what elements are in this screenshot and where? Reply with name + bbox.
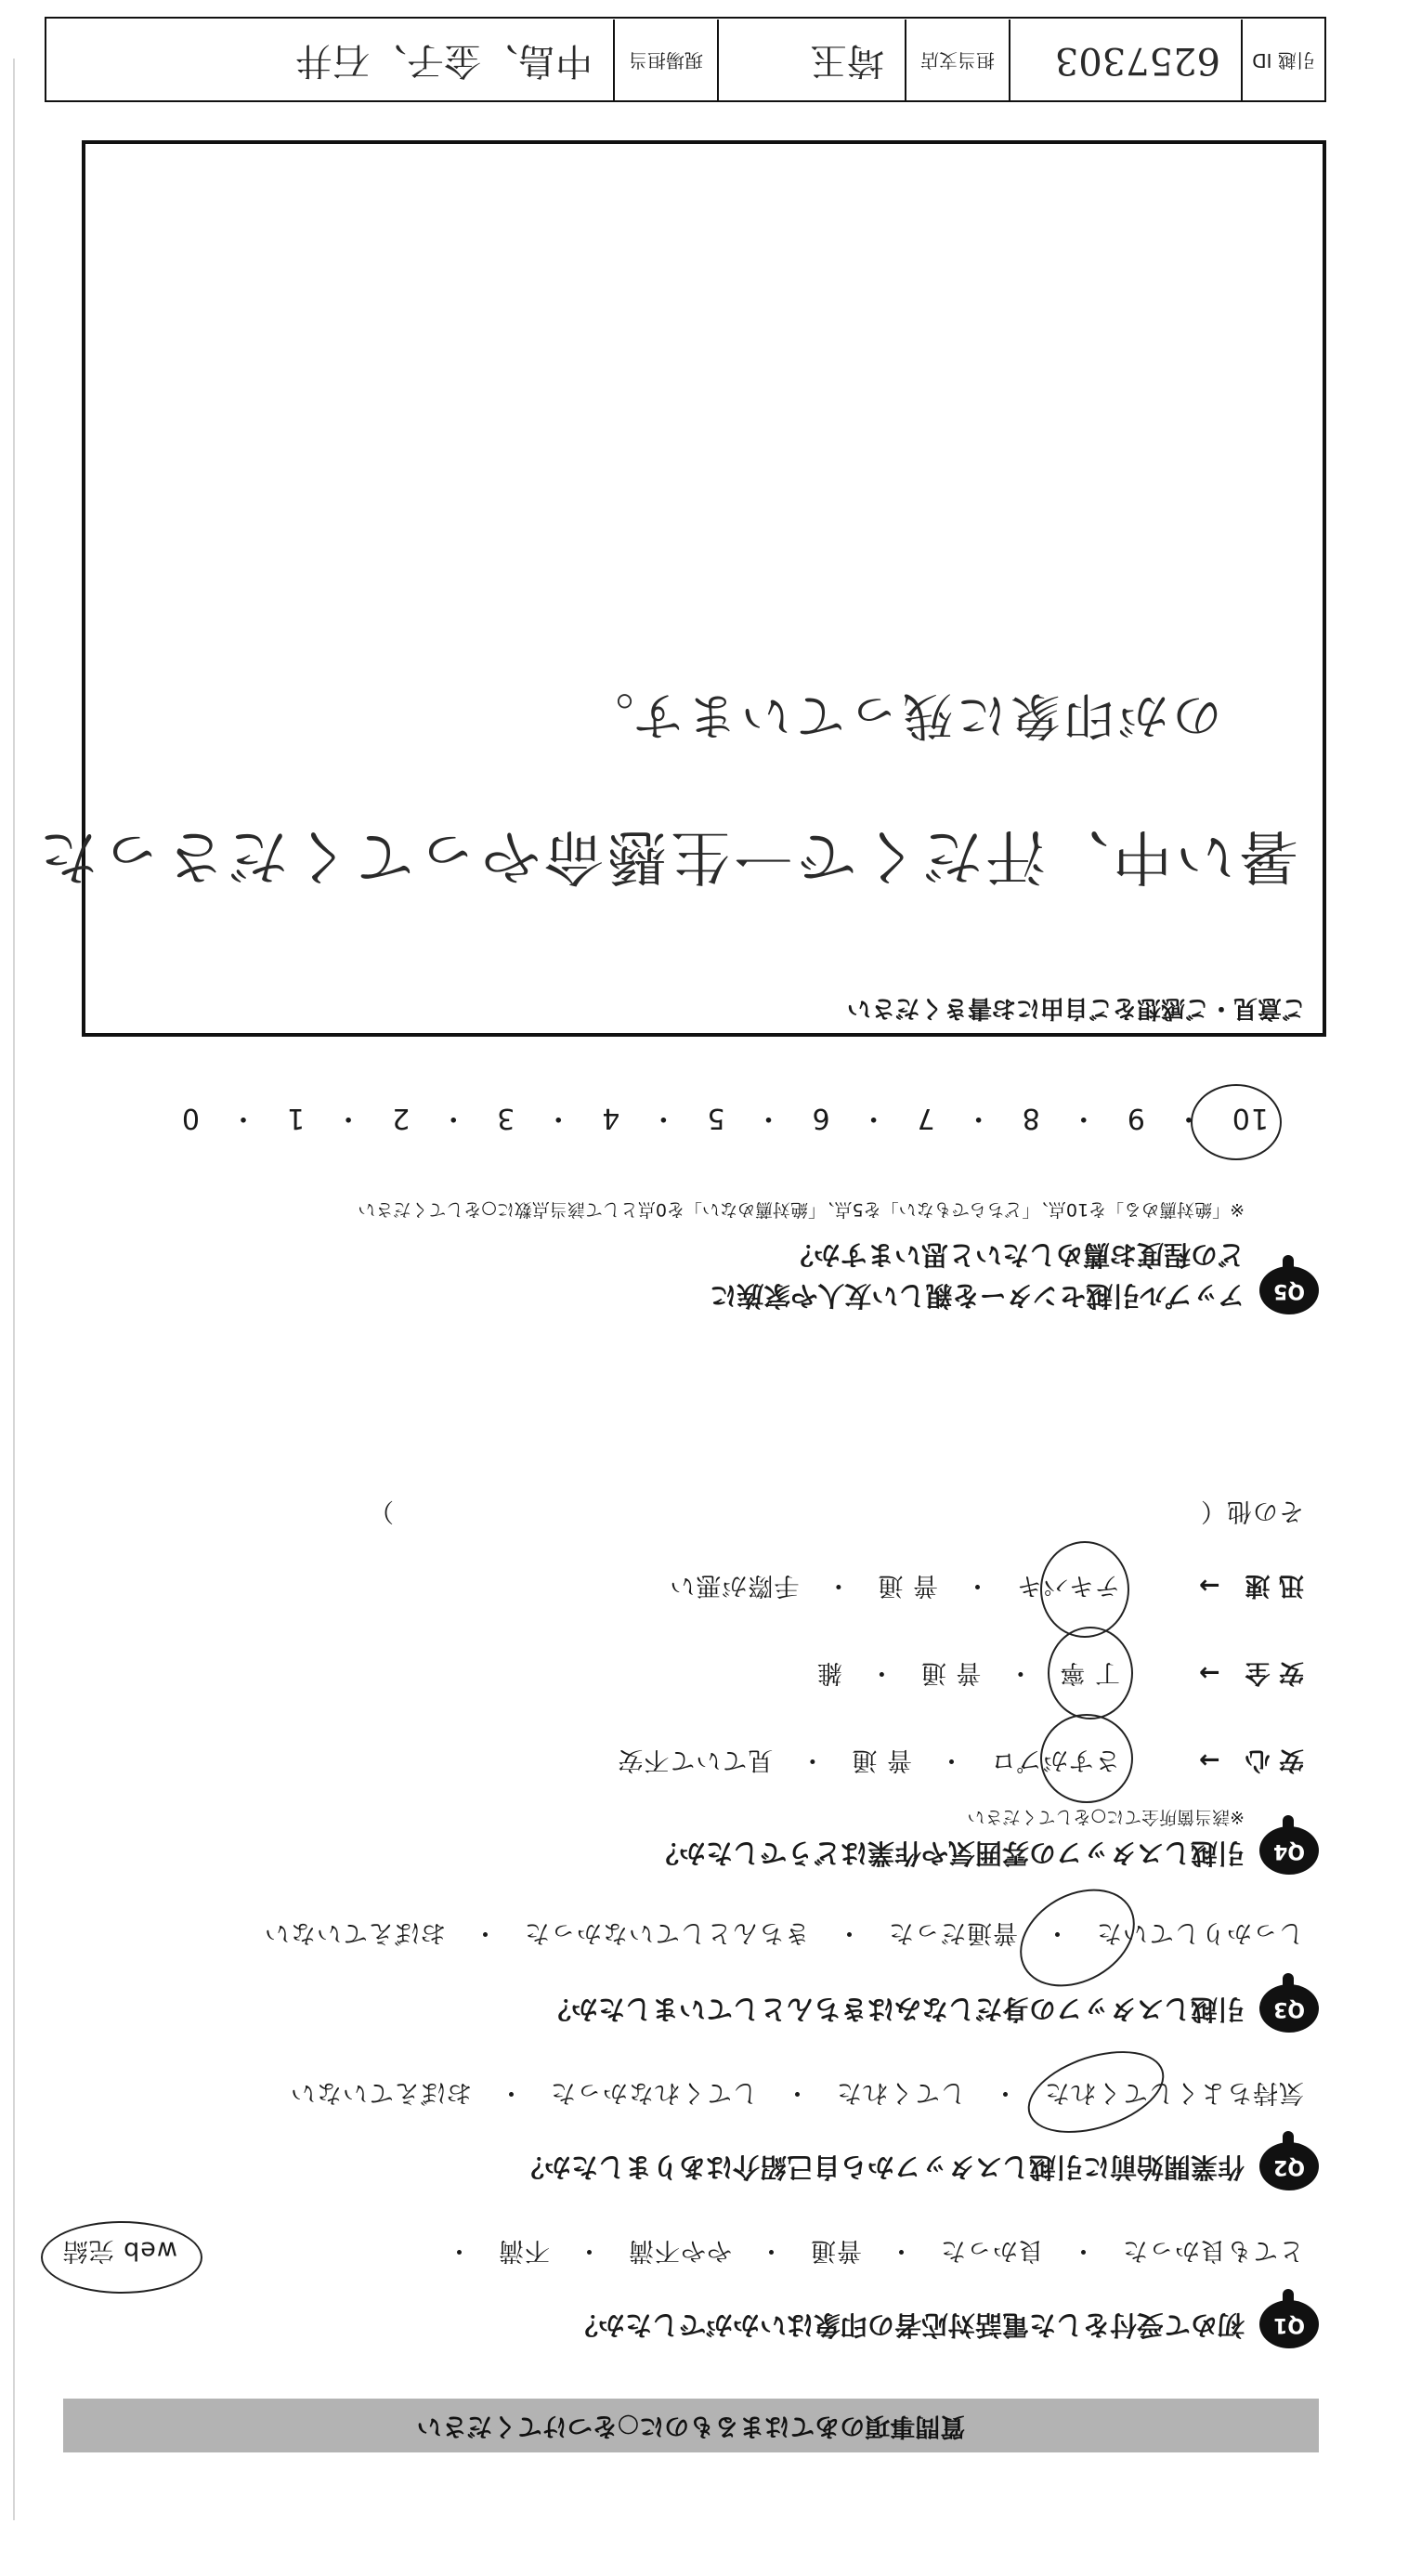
q3-badge: Q3	[1259, 1984, 1319, 2033]
q1-title: 初めて受付をした電話対応者の印象はいかがでしたか？	[570, 2309, 1245, 2341]
q4-note: ※該当箇所全てに○をしてください	[967, 1807, 1245, 1827]
q4-options-anshin[interactable]: さすがプロ ・ 普 通 ・ 見ていて不安	[617, 1746, 1120, 1774]
q5-answer-circle	[1191, 1084, 1282, 1160]
comment-header: ご意見・ご感想をご自由にお書きください	[846, 994, 1306, 1022]
q2-title: 作業開始前に引越しスタッフから自己紹介はありましたか？	[516, 2151, 1245, 2183]
leader-label: 現場担当	[615, 20, 719, 100]
instruction-text: 質問事項のあてはまるものに○をつけてください	[416, 2412, 966, 2440]
q1-options: とても良かった ・ 良かった ・ 普通 ・ やや不満 ・ 不満 ・	[446, 2236, 1304, 2265]
q1-badge: Q1	[1259, 2300, 1319, 2348]
q4-badge: Q4	[1259, 1826, 1319, 1875]
q4-label-anshin: 安 心 →	[1198, 1746, 1304, 1774]
q2-options[interactable]: 気持ちよくしてくれた ・ してくれた ・ してくれなかった ・ おぼえていない	[290, 2078, 1304, 2107]
q2-badge: Q2	[1259, 2142, 1319, 2190]
paper-edge	[13, 59, 15, 2520]
q4-jinsoku-answer-circle	[1040, 1541, 1129, 1638]
q1-answer-circle	[41, 2221, 202, 2294]
q4-options-jinsoku[interactable]: テキパキ ・ 普 通 ・ 手際が悪い	[669, 1571, 1120, 1600]
move-id-label: 引越 ID	[1252, 49, 1315, 72]
q3-options[interactable]: しっかりしていた ・ 普通だった ・ きちんとしていなかった ・ おぼえていない	[264, 1918, 1304, 1947]
q5-title-line2: どの程度お薦めしたいと思いますか？	[786, 1239, 1245, 1271]
q4-options-anzen[interactable]: 丁 寧 ・ 普 通 ・ 雑	[815, 1658, 1120, 1687]
leader-value[interactable]: 中島、金子、石井	[46, 20, 615, 100]
q2-answer-circle	[1018, 2035, 1175, 2148]
comment-handwriting-line2: のが印象に残っています。	[580, 686, 1222, 745]
q5-note: ※「絶対薦める」を10点、「どちらでもない」を5点、「絶対薦めない」を0点として該当点数に○をしてください	[358, 1199, 1245, 1220]
q4-anzen-answer-circle	[1048, 1627, 1133, 1720]
q5-scale[interactable]: 10 ・ 9 ・ 8 ・ 7 ・ 6 ・ 5 ・ 4 ・ 3 ・ 2 ・ 1 ・ 0	[180, 1102, 1269, 1134]
q5-badge: Q5	[1259, 1266, 1319, 1314]
q5-title-line1: アップル引越センターを親しい友人や家族に	[710, 1280, 1245, 1312]
q4-label-jinsoku: 迅 速 →	[1198, 1571, 1304, 1600]
move-id-value[interactable]: 6257303	[1010, 20, 1243, 100]
q3-answer-circle	[1002, 1869, 1152, 2006]
comment-handwriting-line1: 暑い中、汗だくで一生懸命やってくださった	[35, 821, 1298, 890]
q4-label-anzen: 安 全 →	[1198, 1658, 1304, 1687]
q3-title: 引越しスタッフの身だしなみはきちんとしていましたか？	[543, 1994, 1245, 2025]
q4-anshin-answer-circle	[1040, 1714, 1133, 1803]
q4-other[interactable]: その他（ ）	[368, 1497, 1304, 1525]
id-table	[45, 17, 1326, 102]
q4-title: 引越しスタッフの雰囲気や作業はどうでしたか？	[651, 1837, 1245, 1869]
branch-label: 担当支店	[906, 20, 1010, 100]
branch-value[interactable]: 埼玉	[719, 20, 906, 100]
q1-circled-option[interactable]: web 完結	[61, 2236, 177, 2265]
